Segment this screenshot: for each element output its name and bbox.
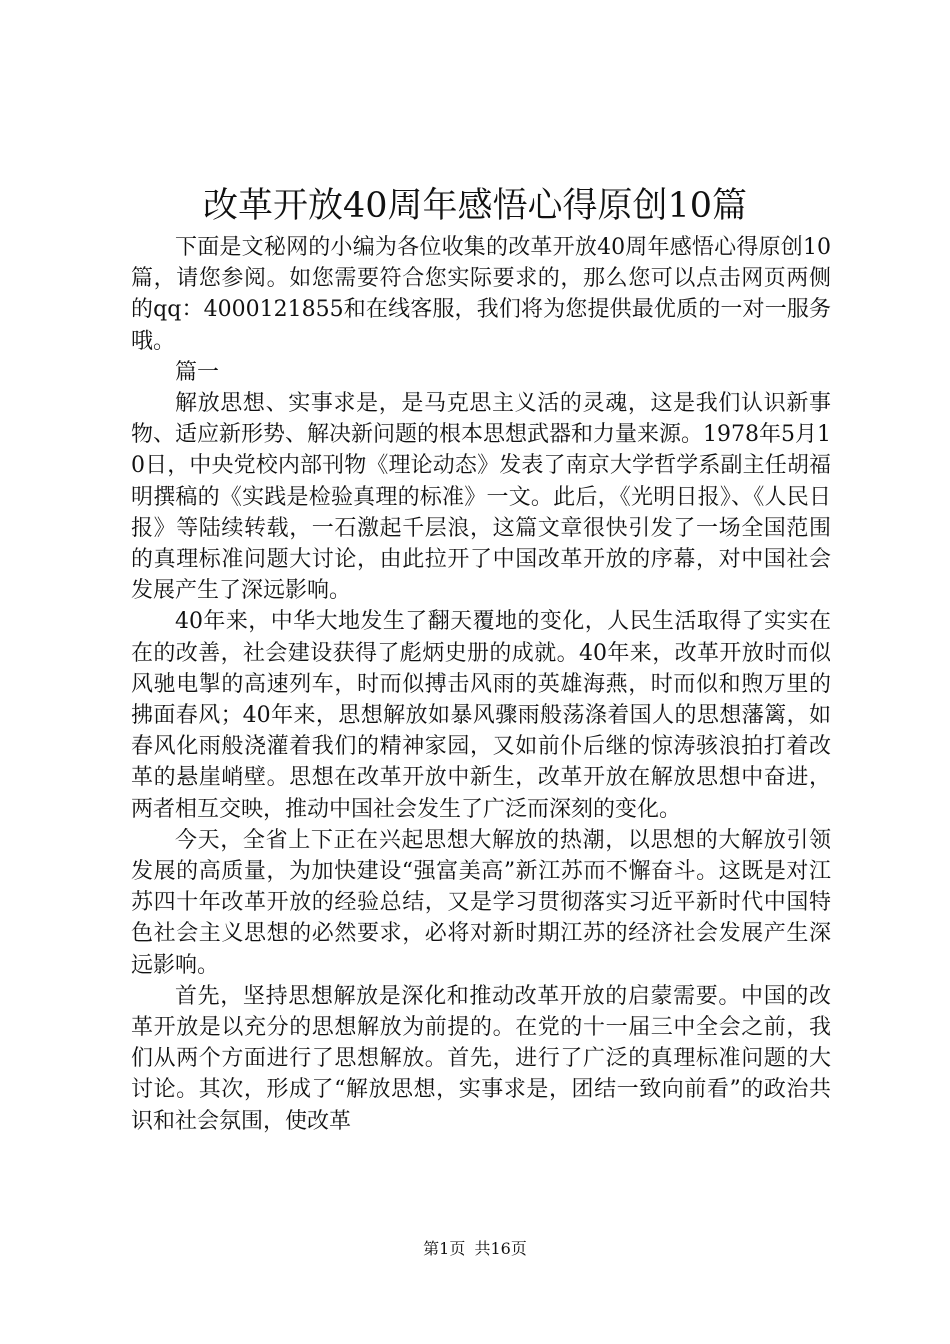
document-title: 改革开放40周年感悟心得原创10篇: [202, 186, 748, 226]
intro-paragraph: 下面是文秘网的小编为各位收集的改革开放40周年感悟心得原创10篇，请您参阅。如您需要符合您实际要求的，那么您可以点击网页两侧的qq：4000121855和在线客服，我们将为您提供最优质的一对一服务哦。: [131, 235, 831, 354]
body-paragraph: 今天，全省上下正在兴起思想大解放的热潮，以思想的大解放引领发展的高质量，为加快建设“强富美高”新江苏而不懈奋斗。这既是对江苏四十年改革开放的经验总结，又是学习贯彻落实习近平新时代中国特色社会主义思想的必然要求，必将对新时期江苏的经济社会发展产生深远影响。: [131, 827, 831, 978]
body-paragraph: 解放思想、实事求是，是马克思主义活的灵魂，这是我们认识新事物、适应新形势、解决新问题的根本思想武器和力量来源。1978年5月10日，中央党校内部刊物《理论动态》发表了南京大学哲学系副主任胡福明撰稿的《实践是检验真理的标准》一文。此后，《光明日报》、《人民日报》等陆续转载，一石激起千层浪，这篇文章很快引发了一场全国范围的真理标准问题大讨论，由此拉开了中国改革开放的序幕，对中国社会发展产生了深远影响。: [131, 391, 831, 604]
body-paragraph: 40年来，中华大地发生了翻天覆地的变化，人民生活取得了实实在在的改善，社会建设获得了彪炳史册的成就。40年来，改革开放时而似风驰电掣的高速列车，时而似搏击风雨的英雄海燕，时而似和煦万里的拂面春风；40年来，思想解放如暴风骤雨般荡涤着国人的思想藩篱，如春风化雨般浇灌着我们的精神家园，又如前仆后继的惊涛骇浪拍打着改革的悬崖峭壁。思想在改革开放中新生，改革开放在解放思想中奋进，两者相互交映，推动中国社会发生了广泛而深刻的变化。: [131, 609, 831, 822]
document-body: [131, 232, 831, 1137]
body-paragraph: 首先，坚持思想解放是深化和推动改革开放的启蒙需要。中国的改革开放是以充分的思想解放为前提的。在党的十一届三中全会之前，我们从两个方面进行了思想解放。首先，进行了广泛的真理标准问题的大讨论。其次，形成了“解放思想，实事求是，团结一致向前看”的政治共识和社会氛围，使改革: [131, 983, 831, 1134]
page-number: 第1页: [423, 1239, 466, 1258]
section-heading: 篇一: [175, 359, 220, 385]
page-total: 共16页: [474, 1239, 527, 1258]
page-footer: [0, 1238, 950, 1260]
